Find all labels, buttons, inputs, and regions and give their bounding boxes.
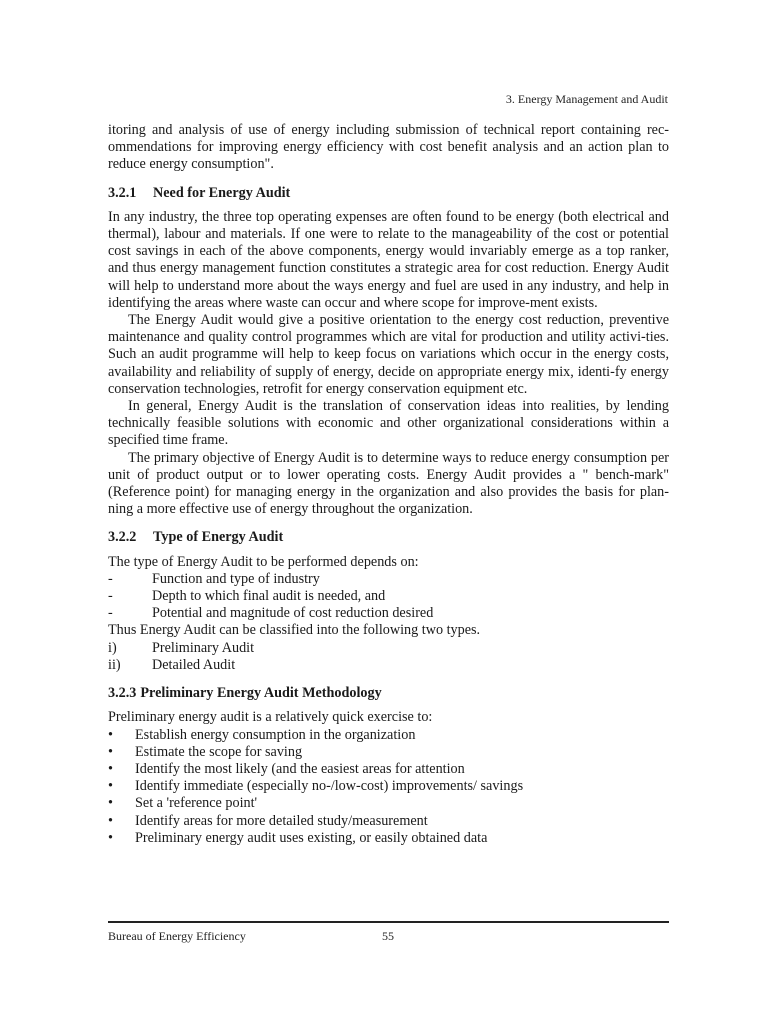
section-title: Type of Energy Audit bbox=[153, 529, 284, 546]
list-item bbox=[108, 605, 669, 622]
list-item-text: Identify the most likely (and the easiest areas for attention bbox=[135, 760, 465, 777]
list-item bbox=[108, 657, 669, 674]
list-item bbox=[108, 778, 669, 795]
section-number: 3.2.2 bbox=[108, 529, 137, 546]
footer-rule bbox=[108, 921, 669, 923]
list-item bbox=[108, 727, 669, 744]
list-item bbox=[108, 761, 669, 778]
bullet-marker: • bbox=[108, 726, 113, 743]
bullet-marker: • bbox=[108, 812, 113, 829]
intro-paragraph: itoring and analysis of use of energy including submission of technical report containing rec-ommendations for improving energy efficiency with cost benefit analysis and an action plan to reduce energy consumption". bbox=[108, 122, 669, 173]
factor-list bbox=[108, 571, 669, 623]
list-marker: - bbox=[108, 588, 113, 605]
list-item bbox=[108, 640, 669, 657]
footer-publisher: Bureau of Energy Efficiency bbox=[108, 929, 246, 943]
section-heading-3-2-3 bbox=[108, 685, 669, 702]
list-item-text: Preliminary Audit bbox=[152, 639, 255, 656]
paragraph: In general, Energy Audit is the translation of conservation ideas into realities, by lending technically feasible solutions with economic and other organizational considerations within a specified time frame. bbox=[108, 398, 669, 449]
section-title: Need for Energy Audit bbox=[153, 184, 291, 201]
bullet-marker: • bbox=[108, 829, 113, 846]
section-title: Preliminary Energy Audit Methodology bbox=[140, 685, 382, 702]
paragraph: The type of Energy Audit to be performed depends on: bbox=[108, 553, 419, 570]
list-item-text: Estimate the scope for saving bbox=[135, 743, 303, 760]
list-item bbox=[108, 588, 669, 605]
section-number: 3.2.3 bbox=[108, 685, 137, 702]
section-heading-3-2-1 bbox=[108, 185, 669, 202]
list-item-text: Identify immediate (especially no-/low-cost) improvements/ savings bbox=[135, 778, 524, 795]
paragraph: In any industry, the three top operating expenses are often found to be energy (both electrical and thermal), labour and materials. If one were to relate to the manageability of the cost or potential cost savings in each of the above components, energy would invariably emerge as a top ranker, and thus energy management function constitutes a strategic area for cost reduction. Energy Audit will help to understand more about the ways energy and fuel are used in any industry, and help in identifying the areas where waste can occur and where scope for improve-ment exists. bbox=[108, 208, 669, 311]
section-heading-3-2-2 bbox=[108, 529, 669, 546]
page-body bbox=[108, 122, 669, 847]
running-head: 3. Energy Management and Audit bbox=[505, 92, 668, 106]
bullet-list bbox=[108, 727, 669, 847]
section-number: 3.2.1 bbox=[108, 184, 137, 201]
audit-type-list bbox=[108, 640, 669, 674]
list-item-text: Depth to which final audit is needed, and bbox=[152, 588, 386, 605]
paragraph: The primary objective of Energy Audit is to determine ways to reduce energy consumption per unit of product output or to lower operating costs. Energy Audit provides a " bench-mark" (Reference point) for managing energy in the organization and also provides the basis for plan-ning a more effective use of energy throughout the organization. bbox=[108, 449, 669, 518]
paragraph: Thus Energy Audit can be classified into the following two types. bbox=[108, 622, 481, 639]
bullet-marker: • bbox=[108, 760, 113, 777]
list-item bbox=[108, 744, 669, 761]
list-marker: ii) bbox=[108, 656, 121, 673]
list-item bbox=[108, 813, 669, 830]
bullet-marker: • bbox=[108, 743, 113, 760]
list-item-text: Potential and magnitude of cost reduction desired bbox=[152, 605, 434, 622]
list-item-text: Detailed Audit bbox=[152, 656, 236, 673]
list-marker: - bbox=[108, 605, 113, 622]
list-item bbox=[108, 795, 669, 812]
bullet-marker: • bbox=[108, 795, 113, 812]
list-marker: - bbox=[108, 570, 113, 587]
paragraph: Preliminary energy audit is a relatively quick exercise to: bbox=[108, 709, 433, 726]
list-item-text: Establish energy consumption in the organization bbox=[135, 726, 416, 743]
list-item bbox=[108, 830, 669, 847]
page-number: 55 bbox=[382, 929, 394, 943]
paragraph: The Energy Audit would give a positive orientation to the energy cost reduction, preventive maintenance and quality control programmes which are vital for production and utility activi-ties. Such an audit programme will help to keep focus on variations which occur in the energy costs, availability and reliability of supply of energy, decide on appropriate energy mix, identi-fy energy conservation technologies, retrofit for energy conservation equipment etc. bbox=[108, 312, 669, 397]
bullet-marker: • bbox=[108, 778, 113, 795]
list-item-text: Preliminary energy audit uses existing, or easily obtained data bbox=[135, 829, 488, 846]
list-item bbox=[108, 571, 669, 588]
list-marker: i) bbox=[108, 639, 117, 656]
list-item-text: Set a 'reference point' bbox=[135, 795, 258, 812]
list-item-text: Function and type of industry bbox=[152, 570, 320, 587]
list-item-text: Identify areas for more detailed study/measurement bbox=[135, 812, 428, 829]
